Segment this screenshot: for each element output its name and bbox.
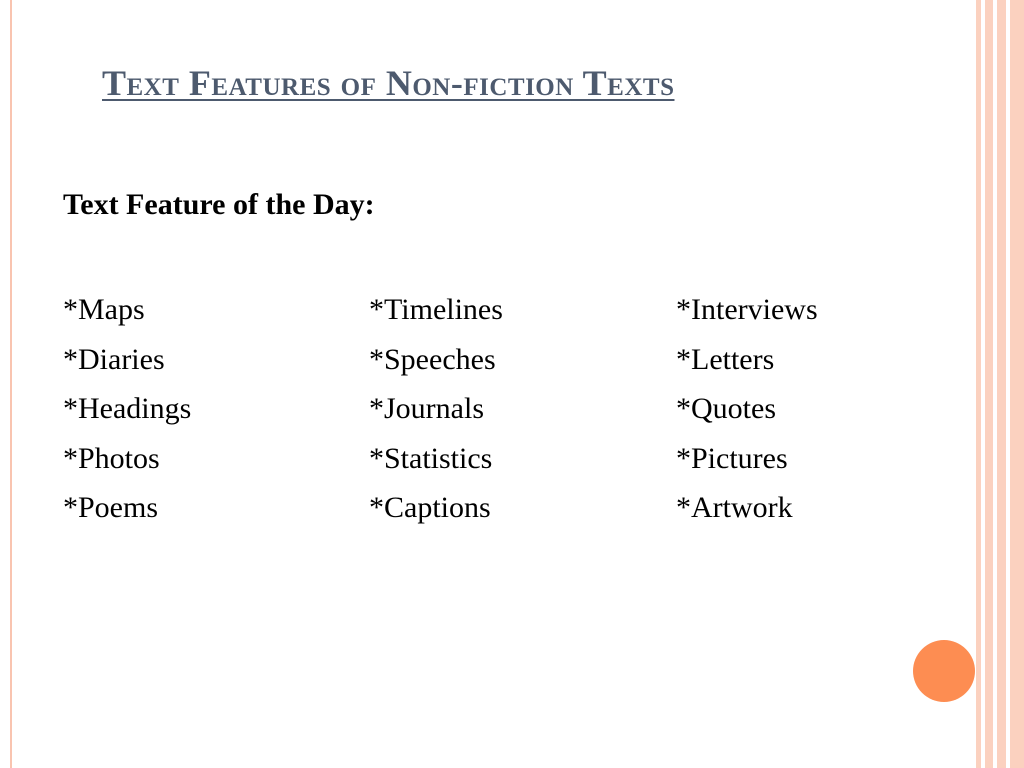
list-item: *Poems bbox=[63, 491, 159, 524]
slide-title: Text Features of Non-fiction Texts bbox=[102, 63, 675, 103]
list-item: *Captions bbox=[369, 491, 491, 524]
left-border-line bbox=[10, 0, 12, 768]
list-item: *Photos bbox=[63, 441, 160, 475]
list-item: *Maps bbox=[63, 293, 145, 326]
stripe bbox=[1010, 0, 1024, 768]
list-item: *Statistics bbox=[369, 441, 493, 475]
list-item: *Journals bbox=[369, 392, 484, 425]
stripe bbox=[985, 0, 993, 768]
stripe bbox=[976, 0, 981, 768]
list-item: *Diaries bbox=[63, 342, 165, 376]
slide-subtitle: Text Feature of the Day: bbox=[63, 188, 375, 221]
feature-column-1 bbox=[63, 285, 191, 533]
list-item: *Timelines bbox=[369, 293, 503, 326]
list-item: *Speeches bbox=[369, 342, 496, 376]
list-item: *Pictures bbox=[676, 441, 788, 475]
orange-circle-decoration-icon bbox=[913, 640, 975, 702]
feature-column-3 bbox=[676, 285, 818, 533]
list-item: *Interviews bbox=[676, 293, 818, 326]
list-item: *Letters bbox=[676, 342, 775, 376]
feature-column-2 bbox=[369, 285, 503, 533]
right-decorative-stripes bbox=[976, 0, 1024, 768]
list-item: *Quotes bbox=[676, 392, 776, 425]
list-item: *Artwork bbox=[676, 491, 793, 524]
list-item: *Headings bbox=[63, 392, 192, 425]
stripe bbox=[997, 0, 1006, 768]
